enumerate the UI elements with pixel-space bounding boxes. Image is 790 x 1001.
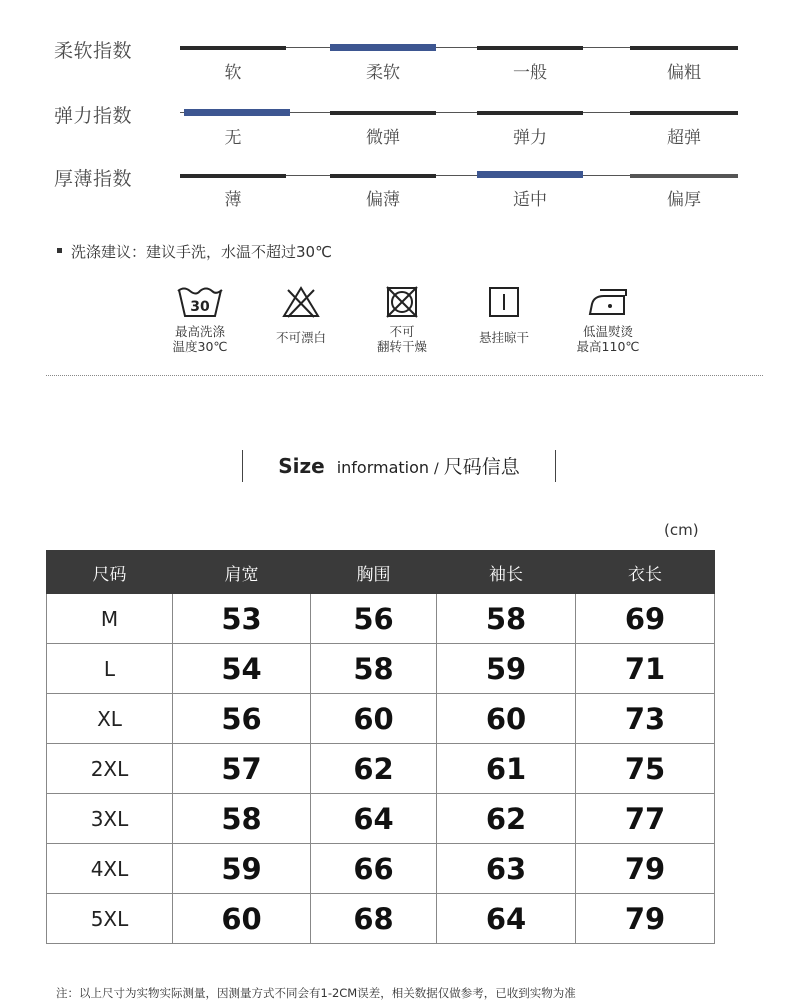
thickness-segment-1 [180, 174, 286, 178]
thickness-index-title: 厚薄指数 [54, 168, 133, 190]
length-cell: 73 [576, 694, 715, 744]
softness-option: 一般 [513, 63, 547, 83]
no-bleach-icon [281, 284, 321, 320]
size-cell: 2XL [47, 744, 173, 794]
length-cell: 77 [576, 794, 715, 844]
size-title-cn: 尺码信息 [443, 456, 520, 478]
table-row [47, 744, 715, 794]
table-row [47, 794, 715, 844]
sleeve-cell: 63 [437, 844, 576, 894]
chest-cell: 58 [311, 644, 437, 694]
size-table [46, 550, 715, 944]
shoulder-cell: 60 [173, 894, 311, 944]
elasticity-option: 无 [224, 128, 242, 148]
care-item-no-bleach [251, 284, 351, 345]
thickness-option: 偏薄 [366, 190, 400, 210]
table-row [47, 644, 715, 694]
table-row [47, 694, 715, 744]
elasticity-index-title: 弹力指数 [54, 105, 133, 127]
thickness-segment-3 [477, 171, 583, 178]
shoulder-cell: 57 [173, 744, 311, 794]
softness-segment-1 [180, 46, 286, 50]
header-right-bar [555, 450, 556, 482]
care-caption [352, 324, 452, 354]
care-caption-line: 不可漂白 [275, 330, 326, 345]
size-info-header [243, 452, 555, 479]
chest-cell: 60 [311, 694, 437, 744]
table-header-row [47, 551, 715, 594]
elasticity-segment-2 [330, 111, 436, 115]
elasticity-segment-3 [477, 111, 583, 115]
softness-option: 软 [224, 63, 242, 83]
softness-option: 偏粗 [667, 63, 701, 83]
length-cell: 69 [576, 594, 715, 644]
care-caption-line: 悬挂晾干 [478, 330, 529, 345]
chest-cell: 66 [311, 844, 437, 894]
elasticity-option: 微弹 [366, 128, 400, 148]
care-item-no-tumble-dry [352, 284, 452, 354]
elasticity-option: 超弹 [667, 128, 701, 148]
care-caption-line: 最高洗涤 [174, 324, 225, 339]
elasticity-segment-4 [630, 111, 738, 115]
size-cell: 3XL [47, 794, 173, 844]
size-cell: M [47, 594, 173, 644]
care-item-wash [150, 284, 250, 354]
sleeve-cell: 60 [437, 694, 576, 744]
length-cell: 75 [576, 744, 715, 794]
care-caption-line: 最高110℃ [576, 339, 640, 354]
softness-segment-4 [630, 46, 738, 50]
care-item-low-iron [558, 284, 658, 354]
table-row [47, 894, 715, 944]
shoulder-cell: 58 [173, 794, 311, 844]
thickness-option: 适中 [513, 190, 547, 210]
washing-advice [57, 241, 332, 262]
size-subtitle-en: information [336, 458, 430, 477]
low-iron-icon [586, 284, 630, 320]
care-item-hang-dry [454, 284, 554, 345]
section-divider [46, 375, 763, 376]
washing-advice-text: 洗涤建议：建议手洗，水温不超过30℃ [71, 243, 332, 261]
softness-segment-3 [477, 46, 583, 50]
header-size: 尺码 [47, 551, 173, 594]
care-caption-line: 不可 [389, 324, 415, 339]
size-cell: 4XL [47, 844, 173, 894]
chest-cell: 64 [311, 794, 437, 844]
thickness-option: 偏厚 [667, 190, 701, 210]
sleeve-cell: 59 [437, 644, 576, 694]
unit-label: (cm) [664, 521, 699, 539]
chest-cell: 68 [311, 894, 437, 944]
wash-30-icon [176, 284, 224, 320]
chest-cell: 56 [311, 594, 437, 644]
sleeve-cell: 61 [437, 744, 576, 794]
no-tumble-dry-icon [384, 284, 420, 320]
header-shoulder: 肩宽 [173, 551, 311, 594]
length-cell: 79 [576, 894, 715, 944]
sleeve-cell: 62 [437, 794, 576, 844]
shoulder-cell: 56 [173, 694, 311, 744]
header-sleeve: 袖长 [437, 551, 576, 594]
care-caption [251, 330, 351, 345]
chest-cell: 62 [311, 744, 437, 794]
wash-temp-text: 30 [190, 299, 210, 315]
header-chest: 胸围 [311, 551, 437, 594]
softness-option: 柔软 [366, 63, 400, 83]
shoulder-cell: 59 [173, 844, 311, 894]
softness-segment-2 [330, 44, 436, 51]
thickness-segment-4 [630, 174, 738, 178]
sleeve-cell: 58 [437, 594, 576, 644]
care-caption [150, 324, 250, 354]
hang-dry-icon [487, 284, 521, 320]
care-caption [454, 330, 554, 345]
shoulder-cell: 53 [173, 594, 311, 644]
care-caption-line: 温度30℃ [172, 339, 228, 354]
care-caption-line: 翻转干燥 [376, 339, 427, 354]
bullet-icon [57, 248, 62, 253]
size-cell: 5XL [47, 894, 173, 944]
elasticity-segment-1 [184, 109, 290, 116]
thickness-option: 薄 [224, 190, 242, 210]
thickness-segment-2 [330, 174, 436, 178]
care-caption [558, 324, 658, 354]
softness-index-title: 柔软指数 [54, 40, 133, 62]
table-row [47, 594, 715, 644]
table-row [47, 844, 715, 894]
size-cell: L [47, 644, 173, 694]
header-length: 衣长 [576, 551, 715, 594]
size-title-en: Size [278, 454, 325, 478]
size-separator: / [434, 461, 439, 477]
measurement-note: 注：以上尺寸为实物实际测量，因测量方式不同会有1-2CM误差，相关数据仅做参考，已收到实物为准 [56, 986, 576, 1000]
length-cell: 71 [576, 644, 715, 694]
sleeve-cell: 64 [437, 894, 576, 944]
size-cell: XL [47, 694, 173, 744]
elasticity-option: 弹力 [513, 128, 547, 148]
care-caption-line: 低温熨烫 [582, 324, 633, 339]
shoulder-cell: 54 [173, 644, 311, 694]
length-cell: 79 [576, 844, 715, 894]
